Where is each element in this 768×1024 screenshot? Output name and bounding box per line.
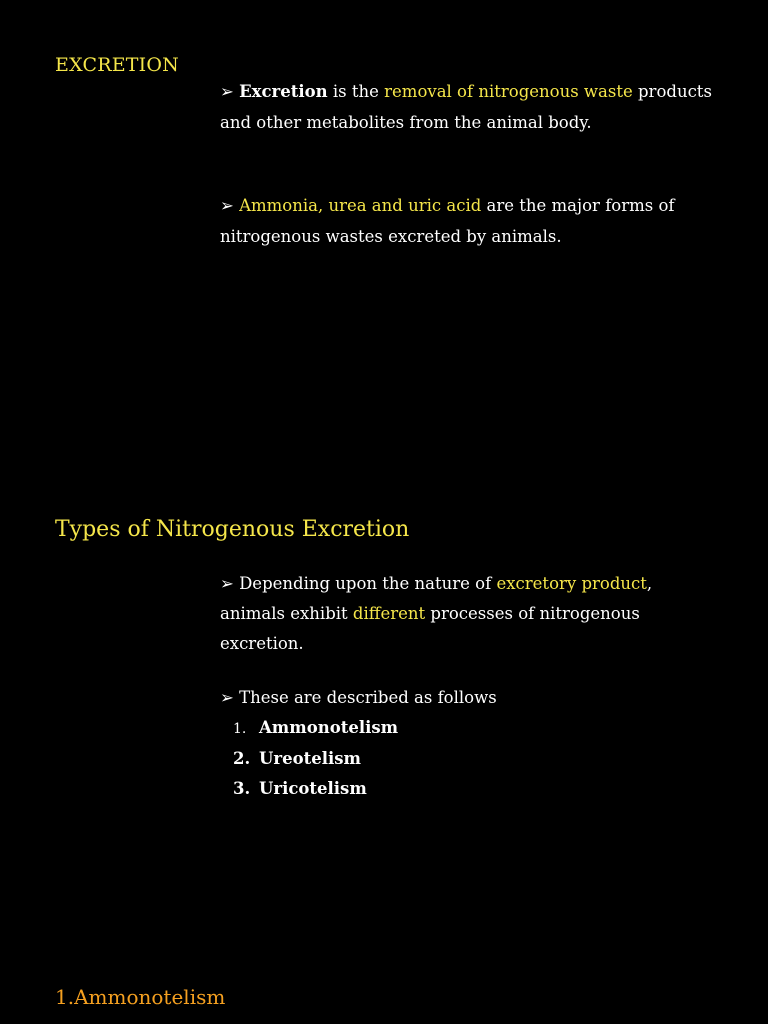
list-number: 3. [233,779,251,798]
list-number: 2. [233,749,251,768]
bullet-arrow-icon: ➢ [220,196,234,215]
text-span: is the [327,82,385,101]
section-title-excretion: EXCRETION [55,54,179,76]
highlight-different: different [352,604,426,623]
paragraph-waste-forms [220,190,720,252]
text-span: These are described as follows [239,688,497,707]
paragraph-depending [220,569,720,659]
paragraph-excretion-definition [220,76,720,138]
list-label: Uricotelism [259,779,367,798]
term-excretion: Excretion [239,82,328,101]
text-span: products and other metabolites from the animal body. [220,82,712,132]
section-title-types: Types of Nitrogenous Excretion [55,517,410,542]
bullet-arrow-icon: ➢ [220,82,234,101]
text-span: processes of nitrogenous excretion. [220,604,640,653]
text-span: are the major forms of nitrogenous wastes excreted by animals. [220,196,675,246]
list-item [233,744,398,774]
highlight-removal: removal of nitrogenous waste [384,82,633,101]
excretion-types-list [233,713,398,804]
text-span: , animals exhibit [220,574,653,623]
list-label: Ureotelism [259,749,361,768]
list-label: Ammonotelism [259,718,399,737]
list-item [233,713,398,744]
text-span: Depending upon the nature of [239,574,497,593]
highlight-waste-forms: Ammonia, urea and uric acid [239,196,482,215]
list-number: 1. [233,721,247,737]
bullet-arrow-icon: ➢ [220,574,234,593]
bullet-arrow-icon: ➢ [220,688,234,707]
list-item [233,774,398,804]
paragraph-described [220,683,720,713]
section-title-ammonotelism: 1.Ammonotelism [55,985,226,1009]
highlight-excretory-product: excretory product [496,574,647,593]
